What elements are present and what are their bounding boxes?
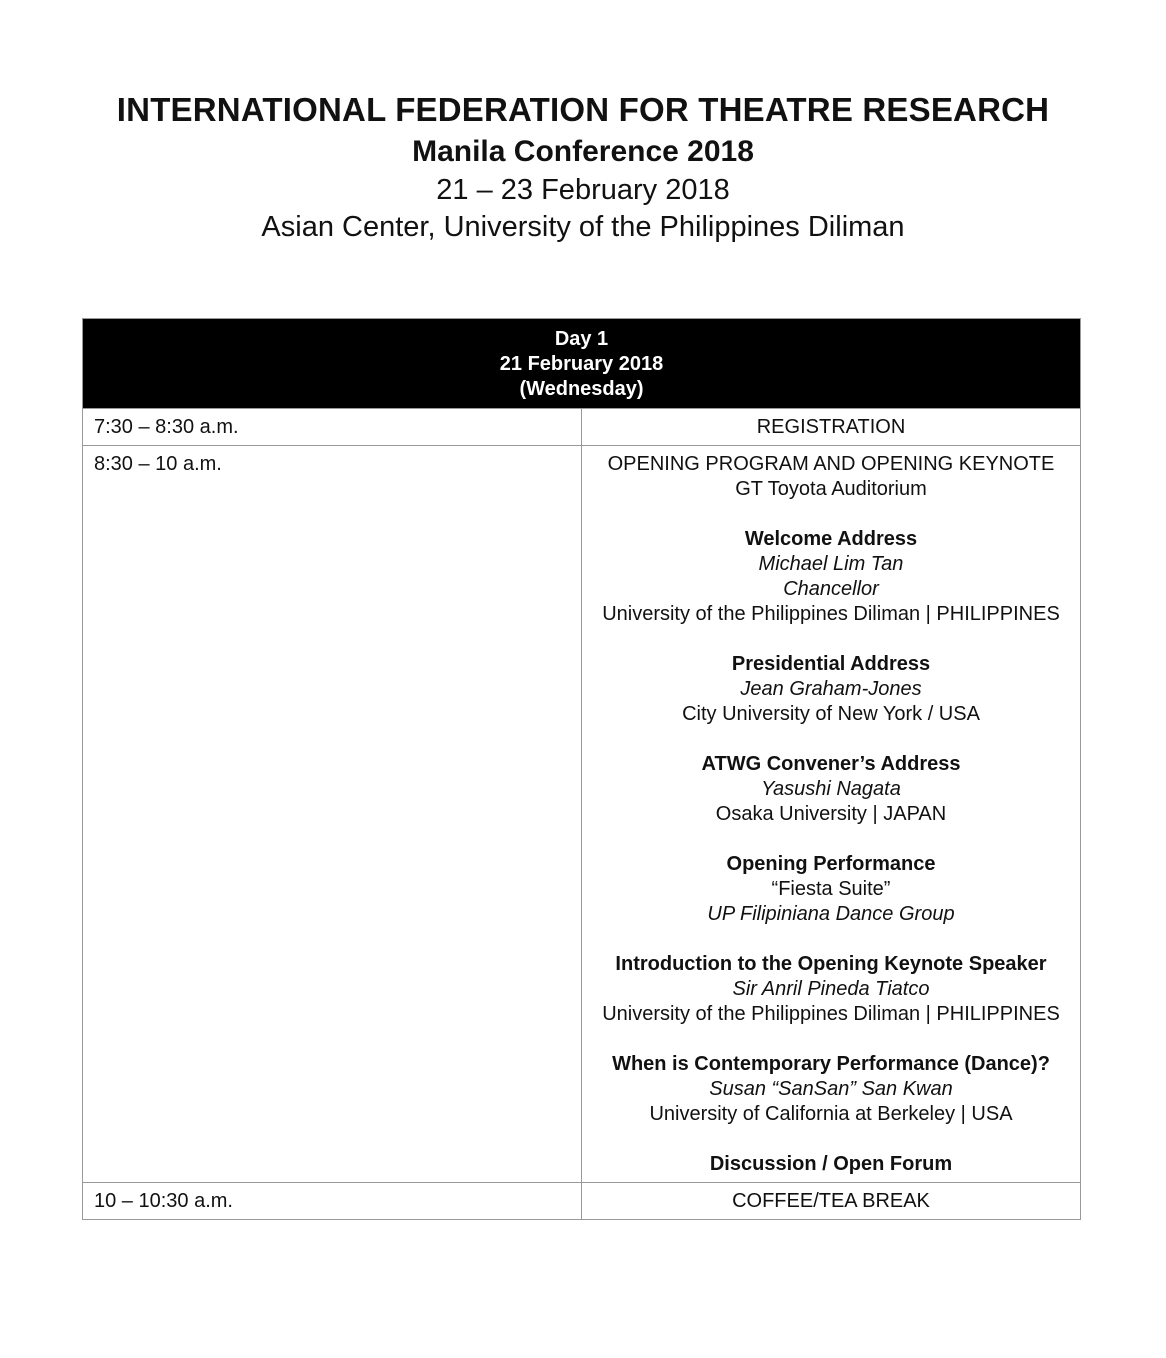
segment-heading: ATWG Convener’s Address: [701, 753, 961, 775]
segment-affiliation: University of the Philippines Diliman | PHILIPPINES: [602, 603, 1060, 625]
segment-affiliation: University of California at Berkeley | USA: [649, 1103, 1013, 1125]
conference-venue: Asian Center, University of the Philippines Diliman: [261, 211, 905, 243]
segment-speaker: Susan “SanSan” San Kwan: [709, 1078, 953, 1100]
table-row: [83, 1183, 1081, 1220]
segment-role: Chancellor: [783, 578, 879, 600]
session-title: OPENING PROGRAM AND OPENING KEYNOTE: [607, 453, 1055, 475]
segment-affiliation: University of the Philippines Diliman | PHILIPPINES: [602, 1003, 1060, 1025]
spacer: [582, 502, 1080, 527]
segment-speaker: Sir Anril Pineda Tiatco: [732, 978, 930, 1000]
schedule-table: [82, 318, 1081, 1220]
time-cell: 10 – 10:30 a.m.: [83, 1183, 582, 1220]
spacer: [582, 727, 1080, 752]
segment-speaker: Michael Lim Tan: [758, 553, 904, 575]
spacer: [582, 1127, 1080, 1152]
segment-speaker: UP Filipiniana Dance Group: [707, 903, 955, 925]
spacer: [582, 627, 1080, 652]
spacer: [582, 1027, 1080, 1052]
segment-work-title: “Fiesta Suite”: [771, 878, 891, 900]
document-header: [0, 88, 1166, 246]
session-location: GT Toyota Auditorium: [735, 478, 927, 500]
segment-heading: Welcome Address: [744, 528, 918, 550]
activity-cell: REGISTRATION: [582, 409, 1081, 446]
segment-heading: Discussion / Open Forum: [709, 1153, 953, 1175]
segment-affiliation: City University of New York / USA: [682, 703, 980, 725]
segment-heading: Presidential Address: [731, 653, 931, 675]
day-weekday: (Wednesday): [519, 378, 644, 400]
segment-heading: When is Contemporary Performance (Dance)?: [612, 1053, 1050, 1075]
time-cell: 8:30 – 10 a.m.: [83, 446, 582, 1183]
segment-heading: Opening Performance: [726, 853, 936, 875]
day-header-row: [83, 319, 1081, 409]
day-label: Day 1: [554, 328, 609, 350]
table-row: [83, 409, 1081, 446]
time-cell: 7:30 – 8:30 a.m.: [83, 409, 582, 446]
segment-speaker: Yasushi Nagata: [761, 778, 901, 800]
day-header: [83, 319, 1081, 409]
organization-name: INTERNATIONAL FEDERATION FOR THEATRE RESEARCH: [116, 91, 1050, 128]
day-date: 21 February 2018: [499, 353, 664, 375]
spacer: [582, 927, 1080, 952]
table-row: [83, 446, 1081, 1183]
segment-heading: Introduction to the Opening Keynote Speaker: [615, 953, 1047, 975]
activity-cell: COFFEE/TEA BREAK: [582, 1183, 1081, 1220]
segment-speaker: Jean Graham-Jones: [740, 678, 922, 700]
program-cell: [582, 446, 1081, 1183]
conference-dates: 21 – 23 February 2018: [436, 174, 730, 206]
segment-affiliation: Osaka University | JAPAN: [715, 803, 947, 825]
conference-title: Manila Conference 2018: [412, 135, 754, 168]
spacer: [582, 827, 1080, 852]
